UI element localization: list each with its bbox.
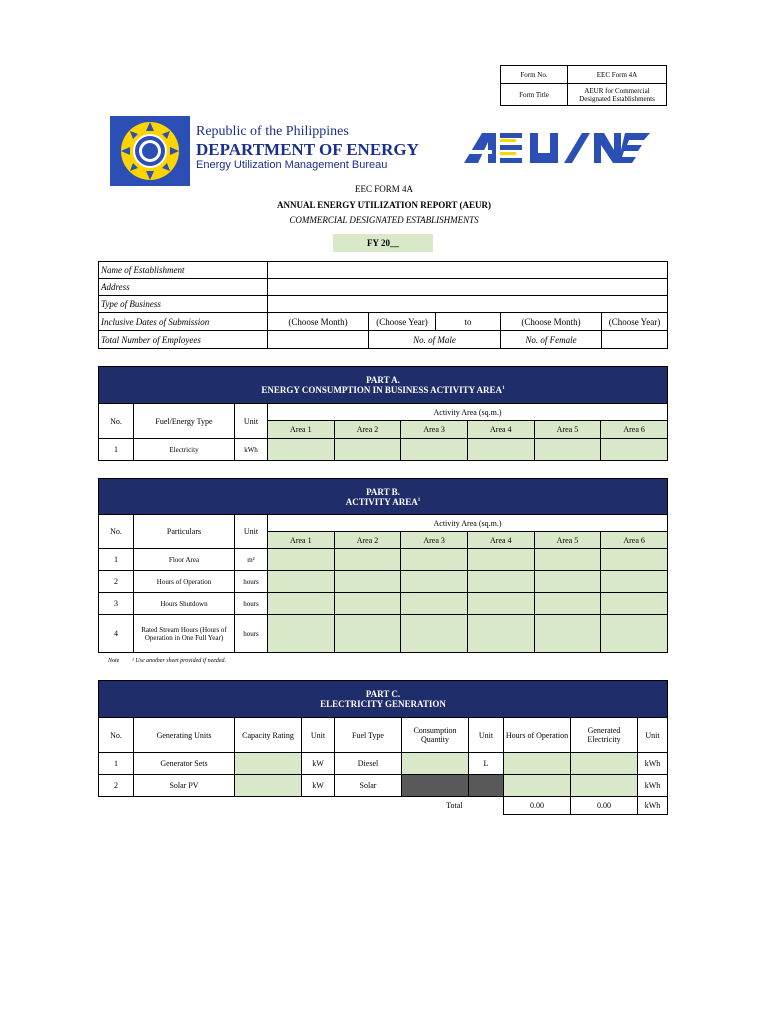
part-c-col-units: Generating Units — [134, 718, 235, 753]
part-c-generated-input[interactable] — [571, 753, 638, 775]
part-a-area-header: Area 3 — [401, 421, 468, 439]
form-no-value: EEC Form 4A — [568, 66, 667, 84]
part-c-total-hours: 0.00 — [504, 797, 571, 815]
part-b-header — [99, 479, 668, 515]
to-label: to — [436, 313, 501, 331]
part-c-col-capacity: Capacity Rating — [235, 718, 302, 753]
part-c-col-hours: Hours of Operation — [504, 718, 571, 753]
part-a-area-header: Area 6 — [601, 421, 668, 439]
part-b-footnote-mark: 1 — [417, 497, 421, 503]
part-c-row-unit: kW — [302, 753, 335, 775]
part-b-input-cell[interactable] — [534, 593, 601, 615]
part-a-input-cell[interactable] — [467, 439, 534, 461]
part-b-row-label: Hours Shutdown — [134, 593, 235, 615]
part-c-col-no: No. — [99, 718, 134, 753]
name-label: Name of Establishment — [99, 262, 268, 279]
part-c-hours-input[interactable] — [504, 775, 571, 797]
part-a-col-no: No. — [99, 404, 134, 439]
start-month-select[interactable]: (Choose Month) — [268, 313, 369, 331]
aeur-logo — [464, 130, 650, 166]
part-b-input-cell[interactable] — [334, 593, 401, 615]
part-a-area-header: Area 5 — [534, 421, 601, 439]
republic-line: Republic of the Philippines — [196, 124, 349, 139]
employees-label: Total Number of Employees — [99, 331, 268, 349]
part-b-area-header: Area 4 — [467, 532, 534, 549]
part-b-row-no: 4 — [99, 615, 134, 653]
address-label: Address — [99, 279, 268, 296]
part-c-col-unit: Unit — [302, 718, 335, 753]
part-b-area-header: Area 6 — [601, 532, 668, 549]
part-b-input-cell[interactable] — [467, 615, 534, 653]
part-c-consumption-input[interactable] — [402, 753, 469, 775]
part-a-input-cell[interactable] — [534, 439, 601, 461]
part-b-row-no: 1 — [99, 549, 134, 571]
part-b-input-cell[interactable] — [268, 593, 335, 615]
part-b-subtitle — [99, 497, 667, 507]
part-b-input-cell[interactable] — [467, 571, 534, 593]
part-c-disabled-cell — [469, 775, 504, 797]
part-b-input-cell[interactable] — [534, 615, 601, 653]
part-b-input-cell[interactable] — [467, 549, 534, 571]
report-title: ANNUAL ENERGY UTILIZATION REPORT (AEUR) — [276, 200, 492, 210]
part-c-row-cunit: L — [469, 753, 504, 775]
part-c-row-gunit: kWh — [638, 753, 668, 775]
part-a-header — [99, 367, 668, 404]
address-field[interactable] — [268, 279, 668, 296]
part-b-row-label: Hours of Operation — [134, 571, 235, 593]
part-b-input-cell[interactable] — [601, 549, 668, 571]
end-month-select[interactable]: (Choose Month) — [501, 313, 602, 331]
name-field[interactable] — [268, 262, 668, 279]
part-c-table — [98, 680, 668, 815]
form-title-value-line1: AEUR for Commercial — [584, 86, 650, 95]
form-title-value-line2: Designated Establishments — [579, 94, 655, 103]
part-a-row-type: Electricity — [134, 439, 235, 461]
part-b-input-cell[interactable] — [401, 549, 468, 571]
part-b-input-cell[interactable] — [534, 571, 601, 593]
part-a-col-type: Fuel/Energy Type — [134, 404, 235, 439]
note-text: ¹ Use another sheet provided if needed. — [132, 658, 227, 664]
part-b-row-no: 3 — [99, 593, 134, 615]
part-b-input-cell[interactable] — [401, 615, 468, 653]
part-c-row-no: 2 — [99, 775, 134, 797]
dates-label: Inclusive Dates of Submission — [99, 313, 268, 331]
form-title-label: Form Title — [501, 84, 568, 106]
part-c-col-consumption: Consumption Quantity — [402, 718, 469, 753]
part-b-input-cell[interactable] — [334, 615, 401, 653]
part-a-table — [98, 366, 668, 461]
part-c-col-unit3: Unit — [638, 718, 668, 753]
part-c-subtitle: ELECTRICITY GENERATION — [320, 699, 446, 709]
part-c-col-generated: Generated Electricity — [571, 718, 638, 753]
part-a-area-header: Area 2 — [334, 421, 401, 439]
start-year-select[interactable]: (Choose Year) — [369, 313, 436, 331]
part-c-disabled-cell — [402, 775, 469, 797]
part-c-row-name: Solar PV — [134, 775, 235, 797]
part-c-col-fuel: Fuel Type — [335, 718, 402, 753]
part-a-area-header: Area 4 — [467, 421, 534, 439]
part-c-generated-input[interactable] — [571, 775, 638, 797]
part-c-row-name: Generator Sets — [134, 753, 235, 775]
part-a-activity-area: Activity Area (sq.m.) — [268, 404, 668, 421]
part-b-input-cell[interactable] — [601, 571, 668, 593]
business-type-field[interactable] — [268, 296, 668, 313]
part-b-col-no: No. — [99, 515, 134, 549]
part-a-input-cell[interactable] — [334, 439, 401, 461]
part-b-input-cell[interactable] — [268, 549, 335, 571]
part-b-input-cell[interactable] — [401, 593, 468, 615]
part-b-row-unit: hours — [235, 593, 268, 615]
part-b-input-cell[interactable] — [268, 571, 335, 593]
part-c-row-fuel: Solar — [335, 775, 402, 797]
part-b-row-unit: m² — [235, 549, 268, 571]
part-a-col-unit: Unit — [235, 404, 268, 439]
part-a-subtitle-text: ENERGY CONSUMPTION IN BUSINESS ACTIVITY AREA — [261, 385, 503, 395]
female-label-text: No. of Female — [525, 334, 577, 345]
form-title: EEC FORM 4A — [354, 184, 413, 194]
part-b-table — [98, 478, 668, 653]
form-title-value — [568, 84, 667, 106]
part-c-hours-input[interactable] — [504, 753, 571, 775]
part-a-row-no: 1 — [99, 439, 134, 461]
total-employees-field[interactable] — [268, 331, 369, 349]
part-c-total-unit: kWh — [638, 797, 668, 815]
part-b-input-cell[interactable] — [534, 549, 601, 571]
part-b-activity-area: Activity Area (sq.m.) — [268, 515, 668, 532]
part-c-row-no: 1 — [99, 753, 134, 775]
part-b-area-header: Area 3 — [401, 532, 468, 549]
part-c-total-label: Total — [446, 801, 463, 811]
part-c-capacity-input[interactable] — [235, 753, 302, 775]
part-a-input-cell[interactable] — [601, 439, 668, 461]
part-c-row-fuel: Diesel — [335, 753, 402, 775]
bureau-line: Energy Utilization Management Bureau — [196, 159, 388, 171]
male-label — [369, 331, 501, 349]
part-b-input-cell[interactable] — [334, 571, 401, 593]
part-a-input-cell[interactable] — [268, 439, 335, 461]
part-b-row-unit: hours — [235, 615, 268, 653]
note-label: Note — [108, 658, 120, 664]
part-a-row-unit: kWh — [235, 439, 268, 461]
department-line: DEPARTMENT OF ENERGY — [196, 140, 419, 159]
part-c-row-unit: kW — [302, 775, 335, 797]
part-b-area-header: Area 1 — [268, 532, 335, 549]
part-a-footnote-mark: 1 — [502, 386, 505, 391]
part-c-total-spacer — [469, 797, 504, 815]
part-a-input-cell[interactable] — [401, 439, 468, 461]
female-count-field[interactable] — [602, 331, 668, 349]
form-info-box — [500, 65, 667, 106]
part-b-input-cell[interactable] — [268, 615, 335, 653]
part-a-subtitle — [99, 385, 667, 395]
part-b-row-unit: hours — [235, 571, 268, 593]
part-b-col-unit: Unit — [235, 515, 268, 549]
part-b-row-label: Rated Stream Hours (Hours of Operation in One Full Year) — [134, 615, 235, 653]
part-b-row-label: Floor Area — [134, 549, 235, 571]
part-b-col-particulars: Particulars — [134, 515, 235, 549]
part-a-title: PART A. — [366, 375, 400, 385]
part-b-input-cell[interactable] — [601, 593, 668, 615]
part-b-row-no: 2 — [99, 571, 134, 593]
form-no-label: Form No. — [501, 66, 568, 84]
establishment-info-table — [98, 261, 668, 349]
report-subtitle: COMMERCIAL DESIGNATED ESTABLISHMENTS — [289, 215, 479, 225]
doe-seal-logo — [110, 116, 190, 186]
part-b-title: PART B. — [366, 486, 400, 497]
part-c-header — [99, 681, 668, 718]
part-b-input-cell[interactable] — [601, 615, 668, 653]
business-type-label: Type of Business — [99, 296, 268, 313]
part-b-input-cell[interactable] — [334, 549, 401, 571]
part-b-input-cell[interactable] — [467, 593, 534, 615]
part-b-subtitle-text: ACTIVITY AREA — [345, 496, 418, 507]
fiscal-year-field[interactable]: FY 20__ — [333, 234, 433, 252]
part-c-total-generated: 0.00 — [571, 797, 638, 815]
part-b-area-header: Area 5 — [534, 532, 601, 549]
part-a-area-header: Area 1 — [268, 421, 335, 439]
part-b-area-header: Area 2 — [334, 532, 401, 549]
end-year-select[interactable]: (Choose Year) — [602, 313, 668, 331]
part-b-input-cell[interactable] — [401, 571, 468, 593]
part-c-title: PART C. — [365, 689, 401, 699]
part-c-row-gunit: kWh — [638, 775, 668, 797]
female-label — [501, 331, 602, 349]
male-label-text: No. of Male — [413, 334, 456, 345]
part-c-capacity-input[interactable] — [235, 775, 302, 797]
part-c-col-unit2: Unit — [469, 718, 504, 753]
